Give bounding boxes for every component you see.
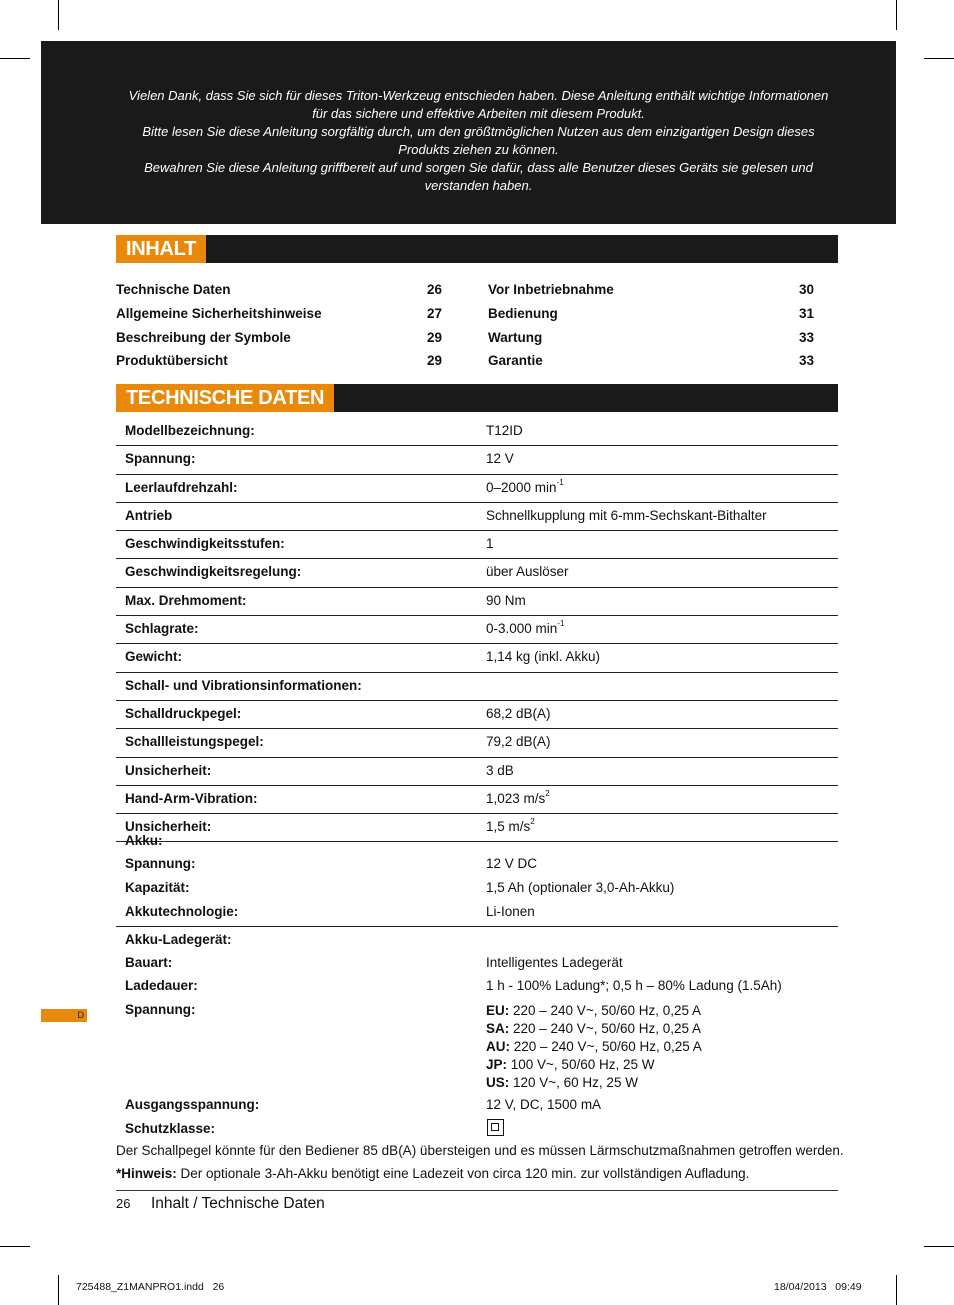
region-code: EU: xyxy=(486,1003,510,1018)
language-tab-label: D xyxy=(77,1010,84,1020)
region-code: US: xyxy=(486,1075,510,1090)
hinweis-note xyxy=(116,1166,749,1181)
region-code: AU: xyxy=(486,1039,510,1054)
spec-value xyxy=(486,508,767,523)
spec-label: Leerlaufdrehzahl: xyxy=(125,479,238,495)
spec-value-text: 68,2 dB(A) xyxy=(486,705,551,721)
spec-row xyxy=(116,559,838,587)
spec-label: Geschwindigkeitsstufen: xyxy=(125,536,285,552)
spec-value-exponent: -1 xyxy=(556,477,564,487)
toc-item-page: 29 xyxy=(426,330,442,345)
language-tab xyxy=(41,1009,87,1022)
toc-item-page: 31 xyxy=(798,306,814,321)
crop-mark xyxy=(924,1246,954,1247)
spec-row xyxy=(116,531,838,559)
intro-line: Bitte lesen Sie diese Anleitung sorgfältig durch, um den größtmöglichen Nutzen aus dem einzigartigen Design dieses xyxy=(142,124,815,139)
inhalt-heading-bar xyxy=(116,235,838,263)
akku-value: 12 V DC xyxy=(486,856,538,871)
spec-value xyxy=(486,423,523,438)
spec-value-exponent: -1 xyxy=(557,619,565,629)
ausgang-label: Ausgangsspannung: xyxy=(125,1097,260,1112)
toc-item-label[interactable]: Produktübersicht xyxy=(116,353,228,368)
spec-row xyxy=(116,786,838,814)
spec-label: Schall- und Vibrationsinformationen: xyxy=(125,677,362,693)
inhalt-heading: INHALT xyxy=(116,235,206,263)
crop-mark xyxy=(896,0,897,30)
spec-value-text: 1,14 kg (inkl. Akku) xyxy=(486,649,601,665)
spec-value xyxy=(486,564,569,579)
schutzklasse-label: Schutzklasse: xyxy=(125,1121,216,1136)
toc-item-page: 27 xyxy=(426,306,442,321)
spec-value xyxy=(486,819,535,834)
crop-mark xyxy=(0,58,30,59)
spannung-label: Spannung: xyxy=(125,1002,196,1017)
intro-line: Vielen Dank, dass Sie sich für dieses Triton-Werkzeug entschieden haben. Diese Anleitung enthält wichtige Informationen xyxy=(128,88,829,103)
slug-file: 725488_Z1MANPRO1.indd 26 xyxy=(76,1281,225,1293)
divider xyxy=(116,926,838,927)
technische-daten-heading-bar xyxy=(116,384,838,412)
ladedauer-label: Ladedauer: xyxy=(125,978,198,993)
spec-row xyxy=(116,729,838,757)
spec-label: Schlagrate: xyxy=(125,621,199,637)
spannung-values xyxy=(486,1002,702,1092)
region-value: 220 – 240 V~, 50/60 Hz, 0,25 A xyxy=(509,1021,702,1036)
spec-row xyxy=(116,758,838,786)
crop-mark xyxy=(58,1275,59,1305)
spec-value xyxy=(486,788,550,806)
spec-value-text: T12ID xyxy=(486,423,523,438)
spec-value-exponent: 2 xyxy=(545,788,550,798)
spec-value xyxy=(486,477,564,495)
page-number: 26 xyxy=(116,1196,131,1211)
toc-item-label[interactable]: Garantie xyxy=(488,353,543,368)
spec-value xyxy=(486,706,551,721)
toc-item-label[interactable]: Vor Inbetriebnahme xyxy=(488,282,614,297)
spec-value-text: 0-3.000 min xyxy=(486,621,558,637)
spec-value xyxy=(486,593,526,608)
spec-row xyxy=(116,588,838,616)
spec-value-text: 79,2 dB(A) xyxy=(486,734,551,750)
hinweis-text: Der optionale 3-Ah-Akku benötigt eine Ladezeit von circa 120 min. zur vollständigen Aufladung. xyxy=(176,1166,750,1181)
spec-label: Schalldruckpegel: xyxy=(125,705,242,721)
spec-label: Unsicherheit: xyxy=(125,819,212,835)
toc-item-label[interactable]: Beschreibung der Symbole xyxy=(116,330,291,345)
region-code: SA: xyxy=(486,1021,510,1036)
akku-value: 1,5 Ah (optionaler 3,0-Ah-Akku) xyxy=(486,880,675,895)
bauart-label: Bauart: xyxy=(125,955,173,970)
spec-row xyxy=(116,701,838,729)
intro-line: verstanden haben. xyxy=(424,178,533,193)
spec-label: Max. Drehmoment: xyxy=(125,592,247,608)
toc-item-page: 33 xyxy=(798,330,814,345)
region-value: 220 – 240 V~, 50/60 Hz, 0,25 A xyxy=(510,1039,702,1054)
spannung-region-line xyxy=(486,1038,702,1056)
region-code: JP: xyxy=(486,1057,508,1072)
intro-text xyxy=(121,87,836,195)
spec-value xyxy=(486,451,514,466)
toc-item-label[interactable]: Allgemeine Sicherheitshinweise xyxy=(116,306,322,321)
intro-line: für das sichere und effektive Arbeiten mit diesem Produkt. xyxy=(312,106,645,121)
spec-value-text: 12 V xyxy=(486,451,514,467)
crop-mark xyxy=(0,1246,30,1247)
ladegeraet-heading: Akku-Ladegerät: xyxy=(125,932,232,947)
ladedauer-value: 1 h - 100% Ladung*; 0,5 h – 80% Ladung (1.5Ah) xyxy=(486,978,782,993)
spec-row xyxy=(116,475,838,503)
spec-row xyxy=(116,446,838,474)
footer-divider xyxy=(116,1190,838,1191)
spec-value-text: 1,023 m/s xyxy=(486,790,546,806)
spec-label: Unsicherheit: xyxy=(125,762,212,778)
spec-value-text: 1 xyxy=(486,536,494,552)
spec-value-exponent: 2 xyxy=(530,817,535,827)
spec-value-text: Schnellkupplung mit 6-mm-Sechskant-Bithalter xyxy=(486,507,767,523)
toc-item-page: 30 xyxy=(798,282,814,297)
spec-label: Hand-Arm-Vibration: xyxy=(125,790,258,806)
region-value: 100 V~, 50/60 Hz, 25 W xyxy=(507,1057,655,1072)
spec-row xyxy=(116,814,838,842)
noise-note: Der Schallpegel könnte für den Bediener 85 dB(A) übersteigen und es müssen Lärmschutzmaßnahmen getroffen werden. xyxy=(116,1143,844,1158)
spec-label: Modellbezeichnung: xyxy=(125,423,255,438)
spannung-region-line xyxy=(486,1020,702,1038)
spannung-region-line xyxy=(486,1074,702,1092)
akku-heading: Akku: xyxy=(125,833,163,848)
crop-mark xyxy=(896,1275,897,1305)
crop-mark xyxy=(58,0,59,30)
intro-box xyxy=(41,41,896,224)
spec-value-text: 0–2000 min xyxy=(486,479,557,495)
technische-daten-heading: TECHNISCHE DATEN xyxy=(116,384,334,412)
spec-value xyxy=(486,734,551,749)
spec-value-text: 3 dB xyxy=(486,762,514,778)
toc-item-label[interactable]: Technische Daten xyxy=(116,282,231,297)
akku-label: Akkutechnologie: xyxy=(125,904,239,919)
spec-table xyxy=(116,418,838,842)
spec-row xyxy=(116,418,838,446)
spec-row xyxy=(116,503,838,531)
bauart-value: Intelligentes Ladegerät xyxy=(486,955,623,970)
footer-section-title: Inhalt / Technische Daten xyxy=(151,1195,325,1212)
intro-line: Produkts ziehen zu können. xyxy=(398,142,559,157)
toc-item-label[interactable]: Wartung xyxy=(488,330,543,345)
toc-item-page: 29 xyxy=(426,353,442,368)
spec-label: Spannung: xyxy=(125,451,196,467)
spec-value-text: 1,5 m/s xyxy=(486,819,531,835)
spannung-region-line xyxy=(486,1002,702,1020)
toc-item-label[interactable]: Bedienung xyxy=(488,306,558,321)
spec-row xyxy=(116,673,838,701)
spec-label: Antrieb xyxy=(125,507,173,523)
spec-value-text: 90 Nm xyxy=(486,592,526,608)
spec-value xyxy=(486,536,494,551)
akku-value: Li-Ionen xyxy=(486,904,535,919)
spec-row xyxy=(116,616,838,644)
spec-label: Geschwindigkeitsregelung: xyxy=(125,564,302,580)
ausgang-value: 12 V, DC, 1500 mA xyxy=(486,1097,602,1112)
intro-line: Bewahren Sie diese Anleitung griffbereit auf und sorgen Sie dafür, dass alle Benutzer dieses Geräts sie gelesen und xyxy=(144,160,813,175)
region-value: 220 – 240 V~, 50/60 Hz, 0,25 A xyxy=(509,1003,702,1018)
toc-item-page: 26 xyxy=(426,282,442,297)
toc-item-page: 33 xyxy=(798,353,814,368)
slug-date: 18/04/2013 09:49 xyxy=(774,1281,862,1293)
spec-label: Gewicht: xyxy=(125,649,183,665)
akku-label: Spannung: xyxy=(125,856,196,871)
spec-value xyxy=(486,621,564,636)
spec-label: Schallleistungspegel: xyxy=(125,734,264,750)
class-ii-icon xyxy=(487,1119,504,1136)
spec-row xyxy=(116,644,838,672)
spec-value xyxy=(486,763,514,778)
spannung-region-line xyxy=(486,1056,702,1074)
spec-value xyxy=(486,649,600,664)
akku-label: Kapazität: xyxy=(125,880,190,895)
region-value: 120 V~, 60 Hz, 25 W xyxy=(509,1075,638,1090)
spec-value-text: über Auslöser xyxy=(486,564,569,580)
crop-mark xyxy=(924,58,954,59)
hinweis-label: *Hinweis: xyxy=(116,1166,177,1181)
